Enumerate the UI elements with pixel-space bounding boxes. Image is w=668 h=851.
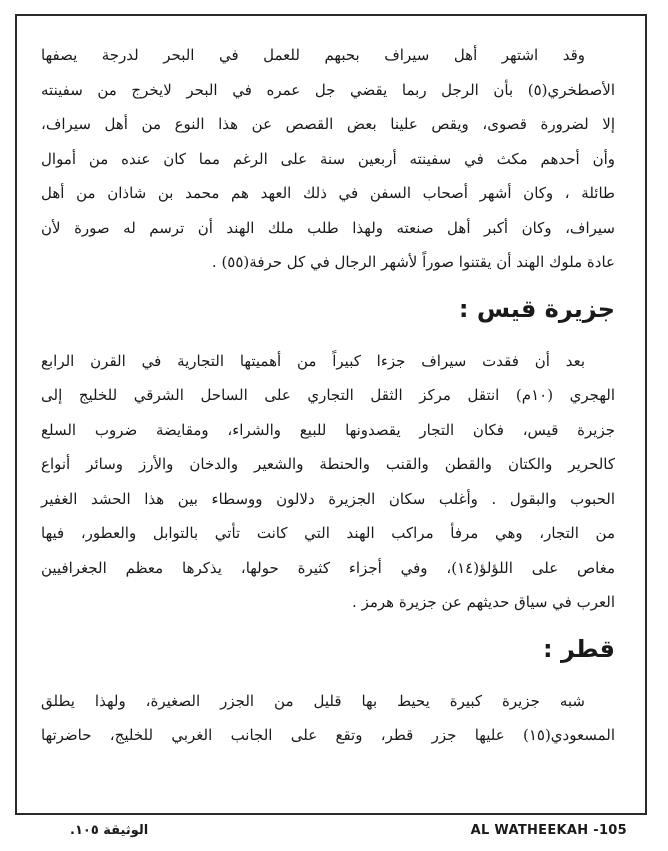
footer-page-number-arabic: الوثيقة ١٠٥. [70, 823, 149, 838]
text-line: سيراف، وكان أكبر أهل صنعته ولهذا طلب ملك الهند أن ترسم له صورة لأن [41, 218, 615, 237]
text-line: وقد اشتهر أهل سيراف بحبهم للعمل في البحر لدرجة يصفها [41, 46, 585, 64]
text-line: من التجار، وهي مرفأ مراكب الهند التي كانت تأتي بالتوابل والعطور، فيها [41, 524, 615, 542]
text-line: مغاص على اللؤلؤ(١٤)، وفي أجزاء كثيرة حولها، يذكرها معظم الجغرافيين [41, 558, 616, 577]
text-line: جزيرة قيس، فكان التجار يقصدونها للبيع والشراء، ومقايضة ضروب السلع [41, 420, 615, 439]
text-line: وأن أحدهم مكث في سفينته أربعين سنة على الرغم مما كان عنده من أموال [41, 149, 615, 168]
text-line: كالحرير والكتان والقطن والقنب والحنطة والشعير والدخان والأرز وسائر أنواع [41, 455, 615, 473]
text-line: الهجري (١٠م) انتقل مركز الثقل التجاري على الساحل الشرقي للخليج إلى [41, 386, 615, 404]
footer-journal-title: AL WATHEEKAH -105 [470, 823, 627, 838]
page-frame [15, 14, 647, 815]
page-footer [15, 820, 647, 844]
text-line: العرب في سياق حديثهم عن جزيرة هرمز . [352, 593, 615, 611]
paragraph-sirafi-sailors [41, 38, 615, 280]
text-line: الحبوب والبقول . وأغلب سكان الجزيرة دلالون ووسطاء بين هذا الحشد الغفير [41, 489, 615, 508]
paragraph-qatar [41, 684, 615, 753]
section-heading-qais-island: جزيرة قيس : [458, 294, 615, 323]
paragraph-qais-island [41, 344, 615, 620]
text-line: عادة ملوك الهند أن يقتنوا صوراً لأشهر الرجال في كل حرفة(٥٥) . [211, 253, 615, 271]
section-heading-qatar: قطر : [543, 634, 615, 663]
text-line: شبه جزيرة كبيرة يحيط بها قليل من الجزر الصغيرة، ولهذا يطلق [41, 691, 585, 710]
text-line: بعد أن فقدت سيراف جزءا كبيراً من أهميتها التجارية في القرن الرابع [41, 351, 585, 370]
text-line: المسعودي(١٥) عليها جزر قطر، وتقع على الجانب الغربي للخليج، حاضرتها [41, 726, 615, 744]
text-line: الأصطخري(٥) بأن الرجل ربما يقضي جل عمره في البحر لايخرج من سفينته [41, 80, 615, 99]
text-line: طائلة ، وكان أشهر أصحاب السفن في ذلك العهد هم محمد بن شاذان من أهل [41, 184, 615, 202]
text-line: إلا لضرورة قصوى، ويقص علينا بعض القصص عن هذا النوع من أهل سيراف، [41, 115, 615, 133]
